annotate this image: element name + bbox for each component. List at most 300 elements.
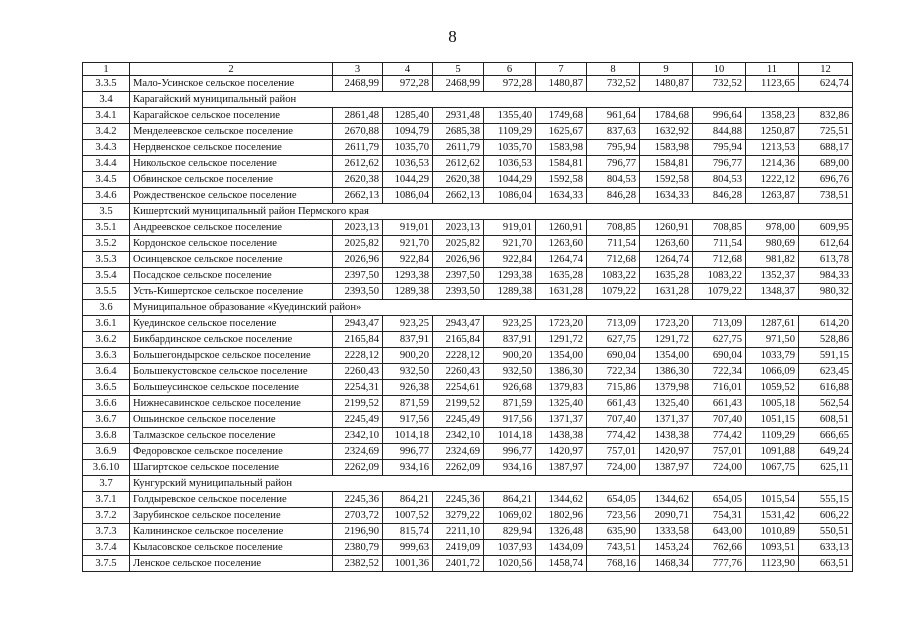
table-row <box>83 444 853 460</box>
value-cell: 1293,38 <box>383 268 433 284</box>
value-cell: 609,95 <box>799 220 853 236</box>
value-cell: 723,56 <box>587 508 640 524</box>
value-cell: 2245,36 <box>333 492 383 508</box>
value-cell: 981,82 <box>746 252 799 268</box>
value-cell: 934,16 <box>484 460 536 476</box>
row-code: 3.6.3 <box>83 348 130 364</box>
value-cell: 1625,67 <box>536 124 587 140</box>
settlement-name: Кыласовское сельское поселение <box>130 540 333 556</box>
value-cell: 690,04 <box>587 348 640 364</box>
table-row <box>83 428 853 444</box>
value-cell: 1333,58 <box>640 524 693 540</box>
value-cell: 1379,98 <box>640 380 693 396</box>
value-cell: 725,51 <box>799 124 853 140</box>
value-cell: 689,00 <box>799 156 853 172</box>
value-cell: 1079,22 <box>693 284 746 300</box>
value-cell: 971,50 <box>746 332 799 348</box>
value-cell: 1020,56 <box>484 556 536 572</box>
value-cell: 1014,18 <box>484 428 536 444</box>
settlement-name: Рождественское сельское поселение <box>130 188 333 204</box>
value-cell: 1109,29 <box>484 124 536 140</box>
value-cell: 635,90 <box>587 524 640 540</box>
value-cell: 795,94 <box>693 140 746 156</box>
value-cell: 1453,24 <box>640 540 693 556</box>
value-cell: 1371,37 <box>640 412 693 428</box>
value-cell: 1344,62 <box>640 492 693 508</box>
value-cell: 616,88 <box>799 380 853 396</box>
settlement-name: Зарубинское сельское поселение <box>130 508 333 524</box>
value-cell: 2262,09 <box>333 460 383 476</box>
value-cell: 555,15 <box>799 492 853 508</box>
section-title: Кишертский муниципальный район Пермского края <box>130 204 853 220</box>
row-code: 3.4 <box>83 92 130 108</box>
value-cell: 666,65 <box>799 428 853 444</box>
value-cell: 1634,33 <box>536 188 587 204</box>
section-row <box>83 476 853 492</box>
value-cell: 1480,87 <box>640 76 693 92</box>
row-code: 3.4.2 <box>83 124 130 140</box>
column-number: 1 <box>83 63 130 76</box>
section-title: Муниципальное образование «Куединский район» <box>130 300 853 316</box>
value-cell: 1001,36 <box>383 556 433 572</box>
value-cell: 996,77 <box>484 444 536 460</box>
value-cell: 754,31 <box>693 508 746 524</box>
value-cell: 2025,82 <box>333 236 383 252</box>
value-cell: 837,91 <box>383 332 433 348</box>
value-cell: 1458,74 <box>536 556 587 572</box>
value-cell: 795,94 <box>587 140 640 156</box>
value-cell: 919,01 <box>383 220 433 236</box>
settlement-name: Талмазское сельское поселение <box>130 428 333 444</box>
table-row <box>83 460 853 476</box>
value-cell: 1036,53 <box>383 156 433 172</box>
settlement-name: Усть-Кишертское сельское поселение <box>130 284 333 300</box>
value-cell: 934,16 <box>383 460 433 476</box>
table-row <box>83 220 853 236</box>
settlement-name: Бикбардинское сельское поселение <box>130 332 333 348</box>
value-cell: 757,01 <box>693 444 746 460</box>
row-code: 3.6.1 <box>83 316 130 332</box>
table-row <box>83 268 853 284</box>
value-cell: 743,51 <box>587 540 640 556</box>
value-cell: 1289,38 <box>484 284 536 300</box>
value-cell: 661,43 <box>693 396 746 412</box>
value-cell: 919,01 <box>484 220 536 236</box>
settlement-name: Никольское сельское поселение <box>130 156 333 172</box>
value-cell: 2670,88 <box>333 124 383 140</box>
column-number: 6 <box>484 63 536 76</box>
value-cell: 1632,92 <box>640 124 693 140</box>
value-cell: 2468,99 <box>433 76 484 92</box>
value-cell: 711,54 <box>693 236 746 252</box>
row-code: 3.5.3 <box>83 252 130 268</box>
value-cell: 712,68 <box>587 252 640 268</box>
value-cell: 796,77 <box>693 156 746 172</box>
value-cell: 1291,72 <box>536 332 587 348</box>
value-cell: 1584,81 <box>536 156 587 172</box>
value-cell: 1109,29 <box>746 428 799 444</box>
value-cell: 612,64 <box>799 236 853 252</box>
table-row <box>83 252 853 268</box>
value-cell: 624,74 <box>799 76 853 92</box>
row-code: 3.6.9 <box>83 444 130 460</box>
value-cell: 2397,50 <box>433 268 484 284</box>
value-cell: 2382,52 <box>333 556 383 572</box>
value-cell: 796,77 <box>587 156 640 172</box>
table-row <box>83 364 853 380</box>
value-cell: 871,59 <box>383 396 433 412</box>
value-cell: 1069,02 <box>484 508 536 524</box>
value-cell: 1010,89 <box>746 524 799 540</box>
value-cell: 900,20 <box>484 348 536 364</box>
section-row <box>83 300 853 316</box>
value-cell: 1344,62 <box>536 492 587 508</box>
column-number: 12 <box>799 63 853 76</box>
value-cell: 864,21 <box>484 492 536 508</box>
column-number: 5 <box>433 63 484 76</box>
value-cell: 774,42 <box>693 428 746 444</box>
value-cell: 2196,90 <box>333 524 383 540</box>
row-code: 3.7.4 <box>83 540 130 556</box>
value-cell: 1592,58 <box>536 172 587 188</box>
value-cell: 1079,22 <box>587 284 640 300</box>
row-code: 3.6.7 <box>83 412 130 428</box>
value-cell: 633,13 <box>799 540 853 556</box>
column-number: 11 <box>746 63 799 76</box>
value-cell: 1007,52 <box>383 508 433 524</box>
settlement-name: Осинцевское сельское поселение <box>130 252 333 268</box>
value-cell: 844,88 <box>693 124 746 140</box>
value-cell: 724,00 <box>587 460 640 476</box>
value-cell: 661,43 <box>587 396 640 412</box>
value-cell: 923,25 <box>484 316 536 332</box>
value-cell: 1348,37 <box>746 284 799 300</box>
value-cell: 1264,74 <box>536 252 587 268</box>
value-cell: 2245,36 <box>433 492 484 508</box>
value-cell: 1091,88 <box>746 444 799 460</box>
value-cell: 1293,38 <box>484 268 536 284</box>
value-cell: 550,51 <box>799 524 853 540</box>
value-cell: 2380,79 <box>333 540 383 556</box>
value-cell: 932,50 <box>484 364 536 380</box>
value-cell: 1583,98 <box>536 140 587 156</box>
value-cell: 2165,84 <box>433 332 484 348</box>
value-cell: 1784,68 <box>640 108 693 124</box>
value-cell: 1015,54 <box>746 492 799 508</box>
value-cell: 921,70 <box>383 236 433 252</box>
value-cell: 690,04 <box>693 348 746 364</box>
value-cell: 1584,81 <box>640 156 693 172</box>
settlement-name: Посадское сельское поселение <box>130 268 333 284</box>
value-cell: 2342,10 <box>333 428 383 444</box>
section-title: Карагайский муниципальный район <box>130 92 853 108</box>
settlement-name: Андреевское сельское поселение <box>130 220 333 236</box>
value-cell: 768,16 <box>587 556 640 572</box>
table-row <box>83 348 853 364</box>
value-cell: 980,69 <box>746 236 799 252</box>
value-cell: 2397,50 <box>333 268 383 284</box>
value-cell: 1379,83 <box>536 380 587 396</box>
row-code: 3.6.4 <box>83 364 130 380</box>
value-cell: 2025,82 <box>433 236 484 252</box>
value-cell: 2324,69 <box>333 444 383 460</box>
value-cell: 1035,70 <box>383 140 433 156</box>
value-cell: 1386,30 <box>536 364 587 380</box>
value-cell: 707,40 <box>693 412 746 428</box>
value-cell: 1358,23 <box>746 108 799 124</box>
value-cell: 1044,29 <box>484 172 536 188</box>
value-cell: 922,84 <box>383 252 433 268</box>
value-cell: 1066,09 <box>746 364 799 380</box>
table-row <box>83 284 853 300</box>
value-cell: 654,05 <box>693 492 746 508</box>
value-cell: 871,59 <box>484 396 536 412</box>
value-cell: 732,52 <box>587 76 640 92</box>
table-row <box>83 108 853 124</box>
row-code: 3.6.6 <box>83 396 130 412</box>
table-row <box>83 172 853 188</box>
row-code: 3.6.10 <box>83 460 130 476</box>
settlement-name: Кордонское сельское поселение <box>130 236 333 252</box>
value-cell: 2199,52 <box>433 396 484 412</box>
value-cell: 1005,18 <box>746 396 799 412</box>
column-number: 9 <box>640 63 693 76</box>
value-cell: 2199,52 <box>333 396 383 412</box>
value-cell: 837,63 <box>587 124 640 140</box>
value-cell: 1263,60 <box>536 236 587 252</box>
value-cell: 864,21 <box>383 492 433 508</box>
value-cell: 562,54 <box>799 396 853 412</box>
table-row <box>83 156 853 172</box>
value-cell: 2419,09 <box>433 540 484 556</box>
value-cell: 1635,28 <box>536 268 587 284</box>
table-row <box>83 396 853 412</box>
value-cell: 757,01 <box>587 444 640 460</box>
value-cell: 1438,38 <box>536 428 587 444</box>
table-row <box>83 188 853 204</box>
row-code: 3.7.3 <box>83 524 130 540</box>
value-cell: 2211,10 <box>433 524 484 540</box>
value-cell: 1631,28 <box>640 284 693 300</box>
value-cell: 2943,47 <box>433 316 484 332</box>
settlement-name: Ленское сельское поселение <box>130 556 333 572</box>
value-cell: 2023,13 <box>433 220 484 236</box>
value-cell: 1036,53 <box>484 156 536 172</box>
value-cell: 1093,51 <box>746 540 799 556</box>
settlement-name: Большекустовское сельское поселение <box>130 364 333 380</box>
value-cell: 2254,61 <box>433 380 484 396</box>
value-cell: 1094,79 <box>383 124 433 140</box>
value-cell: 1354,00 <box>536 348 587 364</box>
value-cell: 774,42 <box>587 428 640 444</box>
row-code: 3.6.2 <box>83 332 130 348</box>
value-cell: 1059,52 <box>746 380 799 396</box>
value-cell: 738,51 <box>799 188 853 204</box>
settlement-name: Обвинское сельское поселение <box>130 172 333 188</box>
value-cell: 972,28 <box>383 76 433 92</box>
value-cell: 613,78 <box>799 252 853 268</box>
value-cell: 713,09 <box>693 316 746 332</box>
table-row <box>83 556 853 572</box>
value-cell: 722,34 <box>587 364 640 380</box>
value-cell: 663,51 <box>799 556 853 572</box>
value-cell: 643,00 <box>693 524 746 540</box>
value-cell: 608,51 <box>799 412 853 428</box>
value-cell: 2468,99 <box>333 76 383 92</box>
value-cell: 1263,60 <box>640 236 693 252</box>
value-cell: 2090,71 <box>640 508 693 524</box>
value-cell: 1086,04 <box>484 188 536 204</box>
value-cell: 1044,29 <box>383 172 433 188</box>
value-cell: 846,28 <box>693 188 746 204</box>
table-row <box>83 124 853 140</box>
table-row <box>83 140 853 156</box>
value-cell: 2943,47 <box>333 316 383 332</box>
value-cell: 606,22 <box>799 508 853 524</box>
value-cell: 2026,96 <box>333 252 383 268</box>
value-cell: 1325,40 <box>640 396 693 412</box>
value-cell: 1264,74 <box>640 252 693 268</box>
value-cell: 1371,37 <box>536 412 587 428</box>
column-number: 8 <box>587 63 640 76</box>
row-code: 3.7.2 <box>83 508 130 524</box>
value-cell: 1260,91 <box>640 220 693 236</box>
value-cell: 1438,38 <box>640 428 693 444</box>
value-cell: 2245,49 <box>433 412 484 428</box>
value-cell: 711,54 <box>587 236 640 252</box>
value-cell: 2861,48 <box>333 108 383 124</box>
value-cell: 996,64 <box>693 108 746 124</box>
value-cell: 984,33 <box>799 268 853 284</box>
value-cell: 846,28 <box>587 188 640 204</box>
value-cell: 2620,38 <box>433 172 484 188</box>
value-cell: 627,75 <box>587 332 640 348</box>
value-cell: 712,68 <box>693 252 746 268</box>
value-cell: 1285,40 <box>383 108 433 124</box>
value-cell: 2620,38 <box>333 172 383 188</box>
value-cell: 3279,22 <box>433 508 484 524</box>
value-cell: 1213,53 <box>746 140 799 156</box>
value-cell: 2262,09 <box>433 460 484 476</box>
value-cell: 1260,91 <box>536 220 587 236</box>
row-code: 3.5.1 <box>83 220 130 236</box>
row-code: 3.3.5 <box>83 76 130 92</box>
page-number: 8 <box>448 27 457 46</box>
value-cell: 922,84 <box>484 252 536 268</box>
value-cell: 2260,43 <box>333 364 383 380</box>
value-cell: 1123,90 <box>746 556 799 572</box>
settlement-name: Карагайское сельское поселение <box>130 108 333 124</box>
value-cell: 996,77 <box>383 444 433 460</box>
table-row <box>83 316 853 332</box>
tariff-table <box>82 62 853 572</box>
value-cell: 1222,12 <box>746 172 799 188</box>
column-number-row <box>83 63 853 76</box>
settlement-name: Менделеевское сельское поселение <box>130 124 333 140</box>
value-cell: 1531,42 <box>746 508 799 524</box>
value-cell: 2662,13 <box>333 188 383 204</box>
value-cell: 777,76 <box>693 556 746 572</box>
value-cell: 1051,15 <box>746 412 799 428</box>
value-cell: 1287,61 <box>746 316 799 332</box>
row-code: 3.4.5 <box>83 172 130 188</box>
value-cell: 1387,97 <box>640 460 693 476</box>
settlement-name: Большегондырское сельское поселение <box>130 348 333 364</box>
section-row <box>83 204 853 220</box>
value-cell: 688,17 <box>799 140 853 156</box>
value-cell: 2026,96 <box>433 252 484 268</box>
value-cell: 832,86 <box>799 108 853 124</box>
row-code: 3.5 <box>83 204 130 220</box>
row-code: 3.6.5 <box>83 380 130 396</box>
value-cell: 1067,75 <box>746 460 799 476</box>
column-number: 7 <box>536 63 587 76</box>
settlement-name: Большеусинское сельское поселение <box>130 380 333 396</box>
value-cell: 2324,69 <box>433 444 484 460</box>
value-cell: 1263,87 <box>746 188 799 204</box>
row-code: 3.4.3 <box>83 140 130 156</box>
column-number: 10 <box>693 63 746 76</box>
value-cell: 1480,87 <box>536 76 587 92</box>
value-cell: 713,09 <box>587 316 640 332</box>
table-row <box>83 412 853 428</box>
value-cell: 1037,93 <box>484 540 536 556</box>
value-cell: 1420,97 <box>536 444 587 460</box>
value-cell: 804,53 <box>693 172 746 188</box>
value-cell: 999,63 <box>383 540 433 556</box>
value-cell: 978,00 <box>746 220 799 236</box>
value-cell: 2611,79 <box>433 140 484 156</box>
value-cell: 829,94 <box>484 524 536 540</box>
value-cell: 804,53 <box>587 172 640 188</box>
section-title: Кунгурский муниципальный район <box>130 476 853 492</box>
value-cell: 1631,28 <box>536 284 587 300</box>
settlement-name: Шагиртское сельское поселение <box>130 460 333 476</box>
settlement-name: Калининское сельское поселение <box>130 524 333 540</box>
table-row <box>83 540 853 556</box>
value-cell: 716,01 <box>693 380 746 396</box>
table-row <box>83 76 853 92</box>
value-cell: 2260,43 <box>433 364 484 380</box>
value-cell: 917,56 <box>484 412 536 428</box>
section-row <box>83 92 853 108</box>
value-cell: 961,64 <box>587 108 640 124</box>
column-number: 3 <box>333 63 383 76</box>
row-code: 3.4.1 <box>83 108 130 124</box>
value-cell: 1583,98 <box>640 140 693 156</box>
value-cell: 1386,30 <box>640 364 693 380</box>
value-cell: 2401,72 <box>433 556 484 572</box>
value-cell: 1635,28 <box>640 268 693 284</box>
value-cell: 1634,33 <box>640 188 693 204</box>
value-cell: 1434,09 <box>536 540 587 556</box>
value-cell: 932,50 <box>383 364 433 380</box>
value-cell: 1355,40 <box>484 108 536 124</box>
value-cell: 1723,20 <box>640 316 693 332</box>
table-row <box>83 492 853 508</box>
value-cell: 2228,12 <box>333 348 383 364</box>
value-cell: 1250,87 <box>746 124 799 140</box>
value-cell: 2023,13 <box>333 220 383 236</box>
value-cell: 1291,72 <box>640 332 693 348</box>
row-code: 3.6.8 <box>83 428 130 444</box>
value-cell: 1014,18 <box>383 428 433 444</box>
value-cell: 2228,12 <box>433 348 484 364</box>
value-cell: 1387,97 <box>536 460 587 476</box>
settlement-name: Куединское сельское поселение <box>130 316 333 332</box>
column-number: 4 <box>383 63 433 76</box>
row-code: 3.6 <box>83 300 130 316</box>
